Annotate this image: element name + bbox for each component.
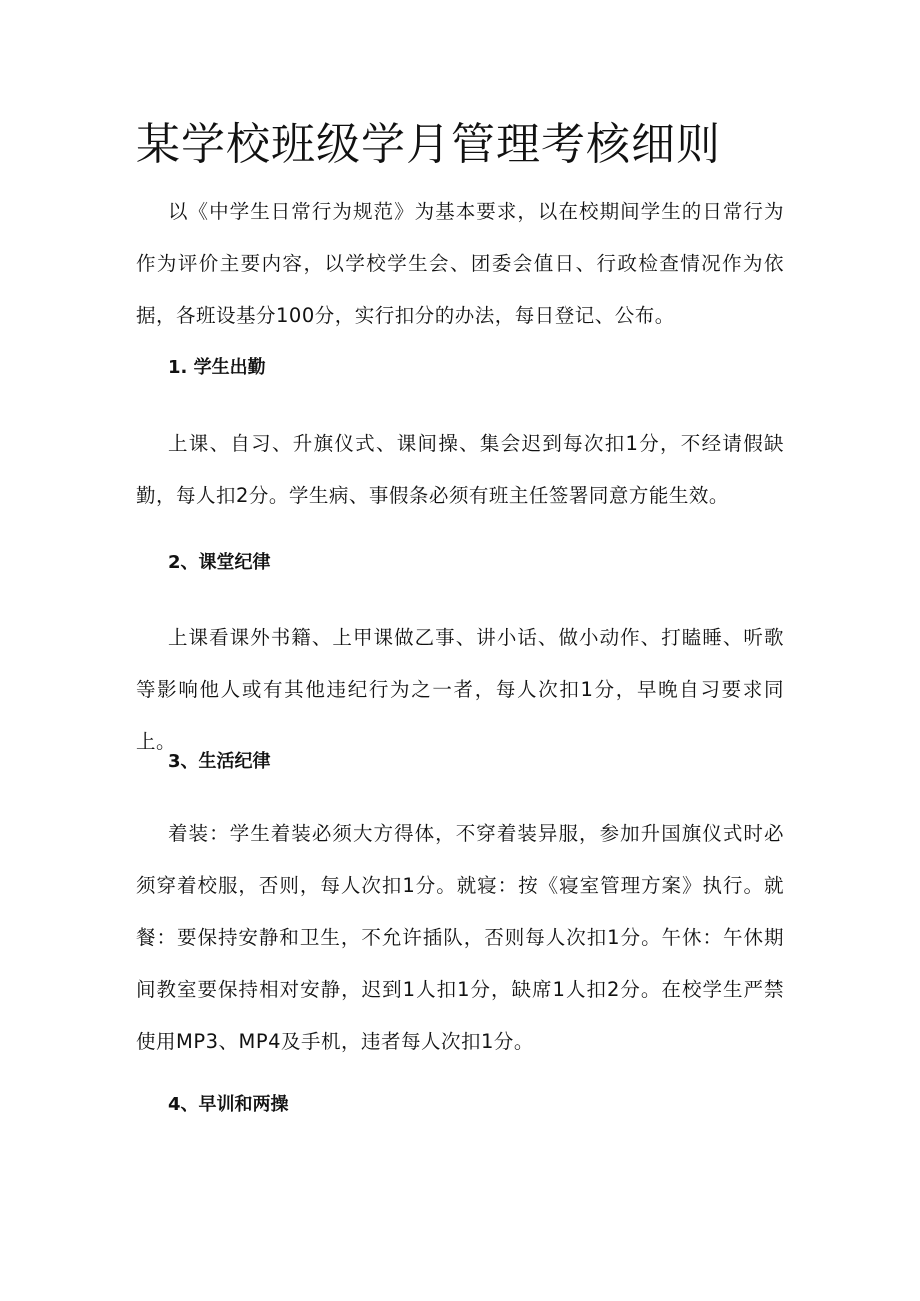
document-title: 某学校班级学月管理考核细则	[136, 119, 721, 170]
section-heading-life-discipline: 3、生活纪律	[168, 751, 271, 772]
section-body-attendance: 上课、自习、升旗仪式、课间操、集会迟到每次扣1分，不经请假缺勤，每人扣2分。学生病、事假条必须有班主任签署同意方能生效。	[136, 432, 784, 507]
section-body-classroom-discipline: 上课看课外书籍、上甲课做乙事、讲小话、做小动作、打瞌睡、听歌等影响他人或有其他违纪行为之一者，每人次扣1分，早晚自习要求同上。	[136, 626, 784, 753]
section-heading-attendance: 1. 学生出勤	[168, 357, 266, 378]
section-body-life-discipline: 着装：学生着装必须大方得体，不穿着装异服，参加升国旗仪式时必须穿着校服，否则，每人次扣1分。就寝：按《寝室管理方案》执行。就餐：要保持安静和卫生，不允许插队，否则每人次扣1分。午休：午休期间教室要保持相对安静，迟到1人扣1分，缺席1人扣2分。在校学生严禁使用MP3、MP4及手机，违者每人次扣1分。	[136, 822, 784, 1053]
intro-paragraph: 以《中学生日常行为规范》为基本要求，以在校期间学生的日常行为作为评价主要内容，以学校学生会、团委会值日、行政检查情况作为依据，各班设基分100分，实行扣分的办法，每日登记、公布。	[136, 200, 784, 327]
section-heading-classroom-discipline: 2、课堂纪律	[168, 552, 271, 573]
section-heading-morning-training: 4、早训和两操	[168, 1094, 289, 1115]
